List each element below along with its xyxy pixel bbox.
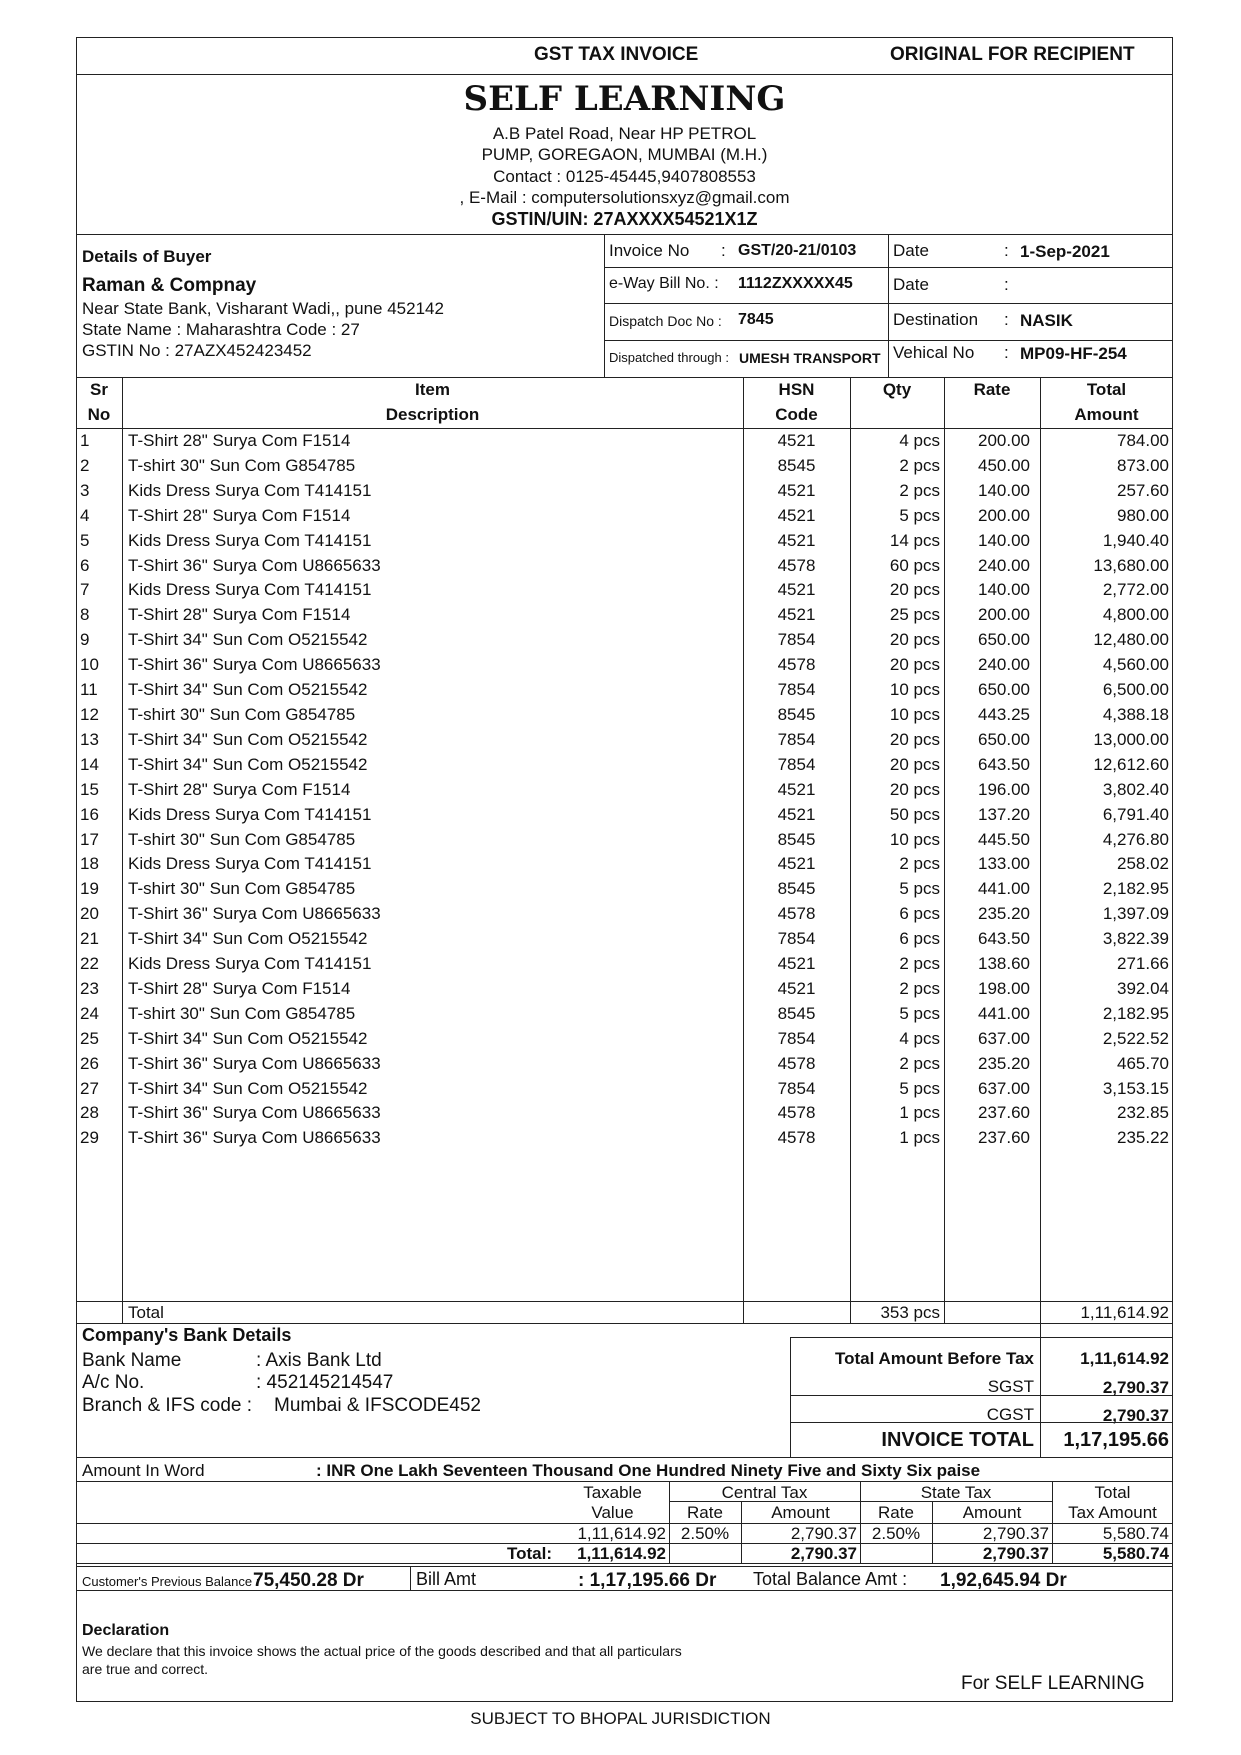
item-rate: 235.20 <box>978 904 1030 924</box>
item-description: T-Shirt 34" Sun Com O5215542 <box>128 1028 368 1048</box>
item-description: T-Shirt 36" Surya Com U8665633 <box>128 1053 381 1073</box>
table-row <box>76 852 1173 877</box>
vehicle-no: MP09-HF-254 <box>1020 344 1127 363</box>
table-row <box>76 778 1173 803</box>
tax-s-rate-header: Rate <box>878 1503 914 1522</box>
item-hsn: 7854 <box>777 729 816 749</box>
item-rate: 637.00 <box>978 1078 1030 1098</box>
item-hsn: 4521 <box>777 779 816 799</box>
tax-central-header: Central Tax <box>721 1483 808 1502</box>
company-gstin: GSTIN/UIN: 27AXXXX54521X1Z <box>491 209 758 229</box>
item-amount: 271.66 <box>1117 954 1169 974</box>
item-hsn: 4521 <box>777 854 816 874</box>
table-row <box>76 803 1173 828</box>
item-qty: 20 pcs <box>889 754 940 774</box>
tax-row-s-rate: 2.50% <box>871 1524 921 1543</box>
item-qty: 4 pcs <box>899 1028 940 1048</box>
item-amount: 4,800.00 <box>1102 605 1169 625</box>
item-hsn: 8545 <box>777 879 816 899</box>
amount-words-label: Amount In Word <box>82 1461 205 1480</box>
item-qty: 1 pcs <box>899 1128 940 1148</box>
date2-label: Date <box>893 275 929 294</box>
item-hsn: 8545 <box>777 704 816 724</box>
table-row <box>76 529 1173 554</box>
item-qty: 4 pcs <box>899 431 940 450</box>
item-description: T-Shirt 28" Surya Com F1514 <box>128 431 351 450</box>
item-sr: 19 <box>80 879 99 899</box>
tax-taxable-header: Taxable <box>583 1483 642 1502</box>
item-sr: 9 <box>80 630 90 650</box>
item-hsn: 7854 <box>777 1028 816 1048</box>
item-description: Kids Dress Surya Com T414151 <box>128 854 372 874</box>
item-amount: 465.70 <box>1117 1053 1169 1073</box>
item-qty: 60 pcs <box>889 555 940 575</box>
item-amount: 392.04 <box>1117 978 1169 998</box>
item-amount: 12,480.00 <box>1093 630 1169 650</box>
item-qty: 2 pcs <box>899 455 940 475</box>
dispatch-doc-label: Dispatch Doc No : <box>609 313 722 329</box>
table-row <box>76 927 1173 952</box>
item-qty: 20 pcs <box>889 779 940 799</box>
item-rate: 650.00 <box>978 729 1030 749</box>
item-qty: 2 pcs <box>899 480 940 500</box>
invoice-page: GST TAX INVOICE ORIGINAL FOR RECIPIENT SELF LEARNING A.B Patel Road, Near HP PETROL PUMP, GOREGAON, MUMBAI (M.H.) Contact : 0125-45445,9407808553 , E-Mail : computersolutionsxyz@gmail.com GSTIN/UIN: 27AXXXX54521X1Z Details of Buyer Raman & Compnay Near State Bank, Visharant Wadi,, pune 452142 State Name : Maharashtra Code : 27 GSTIN No : 27AZX452423452 Invoice No : GST/20-21/0103 Date : 1-Sep-2021 e-Way Bill No. : 1112ZXXXXX45 Date : Dispatch Doc No : 7845 Destination : NASIK Dispatched through : UMESH TRANSPORT Vehical No : MP09-HF-254 Sr No Item Description HSN Code Qty Rate Total Amount 1 T-Shirt 28" Surya Com F1514 4521 4 pcs 200.00 784.00 2 T-shirt 30" Sun Com G854785 8545 2 pcs 450.00 873.00 3 Kids Dress Surya Com T414151 4521 2 pcs 140.00 257.60 4 T-Shirt 28" Surya Com F1514 4521 5 pcs 200.00 980.00 5 Kids Dress Surya Com T414151 4521 14 pcs 140.00 1,940.40 6 T-Shirt 36" Surya Com U8665633 4578 60 pcs 240.00 13,680.00 7 Kids Dress Surya Com T414151 4521 20 pcs 140.00 2,772.00 8 T-Shirt 28" Surya Com F1514 4521 25 pcs 200.00 4,800.00 9 T-Shirt 34" Sun Com O5215542 7854 20 pcs 650.00 12,480.00 10 T-Shirt 36" Surya Com U8665633 4578 20 pcs 240.00 4,560.00 11 T-Shirt 34" Sun Com O5215542 7854 10 pcs 650.00 6,500.00 12 T-shirt 30" Sun Com G854785 8545 10 pcs 443.25 4,388.18 13 T-Shirt 34" Sun Com O5215542 7854 20 pcs 650.00 13,000.00 14 T-Shirt 34" Sun Com O5215542 7854 20 pcs 643.50 12,612.60 15 T-Shirt 28" Surya Com F1514 4521 20 pcs 196.00 3,802.40 16 Kids Dress Surya Com T414151 4521 50 pcs 137.20 6,791.40 17 T-shirt 30" Sun Com G854785 8545 10 pcs 445.50 4,276.80 18 Kids Dress Surya Com T414151 4521 2 pcs 133.00 258.02 19 T-shirt 30" Sun Com G854785 8545 5 pcs 441.00 2,182.95 20 T-Shirt 36" Surya Com U8665633 4578 6 pcs 235.20 1,397.09 21 T-Shirt 34" Sun Com O5215542 7854 6 pcs 643.50 3,822.39 22 Kids Dress Surya Com T414151 4521 2 pcs 138.60 271.66 23 T-Shirt 28" Surya Com F1514 4521 2 pcs 198.00 392.04 24 T-shirt 30" Sun Com G854785 8545 5 pcs 441.00 2,182.95 25 T-Shirt 34" Sun Com O5215542 7854 4 pcs 637.00 2,522.52 26 T-Shirt 36" Surya Com U8665633 4578 2 pcs 235.20 465.70 27 T-Shirt 34" Sun Com O5215542 7854 5 pcs 637.00 3,153.15 28 T-Shirt 36" Surya Com U8665633 4578 1 pcs 237.60 232.85 29 T-Shirt 36" Surya Com U8665633 4578 1 pcs 237.60 235.22 Total 353 pcs 1,11,614.92 Company's Bank Details Bank Name : Axis Bank Ltd A/c No. : 452145214547 Branch & IFS code : Mumbai & IFSCODE452 Total Amount Before Tax 1,11,614.92 SGST 2,790.37 CGST 2,790.37 INVOICE TOTAL 1,17,195.66 Amount In Word : INR One Lakh Seventeen Thousand One Hundred Ninety Five and Sixty Six paise Taxable Value Central Tax State Tax Total Tax Amount Rate Amount Rate Amount 1,11,614.92 2.50% 2,790.37 2.50% 2,790.37 5,580.74 Total: 1,11,614.92 2,790.37 2,790.37 5,580.74 Customer's Previous Balance : 75,450.28 Dr Bill Amt : 1,17,195.66 Dr Total Balance Amt : 1,92,645.94 Dr Declaration We declare that this invoice shows the actual price of the goods described and that all particulars are true and correct. For SELF LEARNING <box>76 37 1173 1702</box>
item-description: T-Shirt 34" Sun Com O5215542 <box>128 1078 368 1098</box>
item-qty: 5 pcs <box>899 1078 940 1098</box>
item-description: Kids Dress Surya Com T414151 <box>128 804 372 824</box>
item-qty: 2 pcs <box>899 954 940 974</box>
table-row <box>76 952 1173 977</box>
item-sr: 5 <box>80 530 90 550</box>
item-amount: 873.00 <box>1117 455 1169 475</box>
items-total-label: Total <box>128 1303 164 1322</box>
item-description: T-Shirt 36" Surya Com U8665633 <box>128 1103 381 1123</box>
item-sr: 13 <box>80 729 99 749</box>
sgst-value: 2,790.37 <box>1102 1378 1169 1397</box>
item-description: T-Shirt 36" Surya Com U8665633 <box>128 655 381 675</box>
item-hsn: 4521 <box>777 605 816 625</box>
item-rate: 200.00 <box>978 505 1030 525</box>
bank-ac: : 452145214547 <box>256 1372 394 1393</box>
tax-row-c-amount: 2,790.37 <box>790 1524 857 1543</box>
invoice-total-value: 1,17,195.66 <box>1063 1429 1169 1451</box>
item-description: T-shirt 30" Sun Com G854785 <box>128 455 356 475</box>
prev-balance: 75,450.28 Dr <box>253 1570 364 1591</box>
item-amount: 235.22 <box>1117 1128 1169 1148</box>
date-label: Date <box>893 241 929 260</box>
item-description: Kids Dress Surya Com T414151 <box>128 480 372 500</box>
item-amount: 784.00 <box>1117 431 1169 450</box>
destination-label: Destination <box>893 310 979 329</box>
item-description: T-Shirt 34" Sun Com O5215542 <box>128 680 368 700</box>
bank-branch-label: Branch & IFS code : <box>82 1395 253 1416</box>
item-hsn: 4521 <box>777 480 816 500</box>
item-rate: 650.00 <box>978 680 1030 700</box>
table-row <box>76 977 1173 1002</box>
table-row <box>76 753 1173 778</box>
tax-row-s-amount: 2,790.37 <box>982 1524 1049 1543</box>
item-description: Kids Dress Surya Com T414151 <box>128 954 372 974</box>
item-sr: 20 <box>80 904 99 924</box>
item-qty: 14 pcs <box>889 530 940 550</box>
item-rate: 450.00 <box>978 455 1030 475</box>
table-row <box>76 728 1173 753</box>
item-description: T-shirt 30" Sun Com G854785 <box>128 829 356 849</box>
item-amount: 3,802.40 <box>1102 779 1169 799</box>
item-rate: 650.00 <box>978 630 1030 650</box>
item-sr: 2 <box>80 455 90 475</box>
item-amount: 6,791.40 <box>1102 804 1169 824</box>
amount-words: : INR One Lakh Seventeen Thousand One Hundred Ninety Five and Sixty Six paise <box>316 1461 981 1480</box>
item-sr: 1 <box>80 431 90 450</box>
vehicle-label: Vehical No <box>893 343 975 362</box>
total-balance-label: Total Balance Amt : <box>753 1569 908 1589</box>
item-amount: 2,522.52 <box>1102 1028 1169 1048</box>
table-row <box>76 1027 1173 1052</box>
item-description: Kids Dress Surya Com T414151 <box>128 530 372 550</box>
cgst-label: CGST <box>986 1405 1034 1424</box>
copy-label: ORIGINAL FOR RECIPIENT <box>890 44 1135 65</box>
item-qty: 2 pcs <box>899 1053 940 1073</box>
item-amount: 12,612.60 <box>1093 754 1169 774</box>
item-sr: 15 <box>80 779 99 799</box>
item-sr: 7 <box>80 580 90 600</box>
item-amount: 1,397.09 <box>1102 904 1169 924</box>
item-hsn: 7854 <box>777 754 816 774</box>
table-row <box>76 1002 1173 1027</box>
item-qty: 20 pcs <box>889 630 940 650</box>
item-qty: 6 pcs <box>899 929 940 949</box>
item-sr: 18 <box>80 854 99 874</box>
item-rate: 237.60 <box>978 1128 1030 1148</box>
item-sr: 17 <box>80 829 99 849</box>
item-qty: 10 pcs <box>889 704 940 724</box>
item-rate: 445.50 <box>978 829 1030 849</box>
company-address-1: A.B Patel Road, Near HP PETROL <box>492 124 757 143</box>
declaration-heading: Declaration <box>82 1622 170 1639</box>
item-qty: 2 pcs <box>899 854 940 874</box>
item-rate: 443.25 <box>978 704 1030 724</box>
tax-total-s-amount: 2,790.37 <box>982 1544 1049 1563</box>
item-amount: 13,680.00 <box>1093 555 1169 575</box>
item-description: T-Shirt 36" Surya Com U8665633 <box>128 1128 381 1148</box>
item-qty: 5 pcs <box>899 879 940 899</box>
item-rate: 441.00 <box>978 879 1030 899</box>
col-total: Total <box>1086 380 1127 399</box>
eway-no: 1112ZXXXXX45 <box>738 275 853 292</box>
dispatched-through-label: Dispatched through : <box>609 350 729 365</box>
item-amount: 232.85 <box>1117 1103 1169 1123</box>
item-hsn: 7854 <box>777 929 816 949</box>
bill-amt: : 1,17,195.66 Dr <box>578 1570 717 1591</box>
item-hsn: 4578 <box>777 1128 816 1148</box>
company-address-2: PUMP, GOREGAON, MUMBAI (M.H.) <box>481 145 768 164</box>
item-amount: 4,560.00 <box>1102 655 1169 675</box>
item-sr: 6 <box>80 555 90 575</box>
item-sr: 24 <box>80 1003 99 1023</box>
jurisdiction-footer: SUBJECT TO BHOPAL JURISDICTION <box>470 1709 771 1728</box>
item-hsn: 7854 <box>777 680 816 700</box>
item-sr: 10 <box>80 655 99 675</box>
company-name: SELF LEARNING <box>463 79 786 119</box>
item-rate: 637.00 <box>978 1028 1030 1048</box>
bank-heading: Company's Bank Details <box>82 1325 292 1345</box>
item-sr: 14 <box>80 754 99 774</box>
cgst-value: 2,790.37 <box>1102 1406 1169 1425</box>
item-rate: 235.20 <box>978 1053 1030 1073</box>
item-hsn: 7854 <box>777 1078 816 1098</box>
item-rate: 643.50 <box>978 929 1030 949</box>
item-qty: 25 pcs <box>889 605 940 625</box>
item-sr: 21 <box>80 929 99 949</box>
invoice-no-label: Invoice No <box>609 241 690 260</box>
item-sr: 26 <box>80 1053 99 1073</box>
item-hsn: 4521 <box>777 954 816 974</box>
before-tax-label: Total Amount Before Tax <box>835 1349 1034 1368</box>
tax-total-label: Total: <box>506 1544 552 1563</box>
tax-total-c-amount: 2,790.37 <box>790 1544 857 1563</box>
item-sr: 25 <box>80 1028 99 1048</box>
item-rate: 140.00 <box>978 530 1030 550</box>
item-description: T-Shirt 34" Sun Com O5215542 <box>128 754 368 774</box>
items-total-qty: 353 pcs <box>880 1303 940 1322</box>
item-amount: 2,182.95 <box>1102 1003 1169 1023</box>
table-row <box>76 603 1173 628</box>
table-row <box>76 703 1173 728</box>
table-row <box>76 678 1173 703</box>
bank-branch: Mumbai & IFSCODE452 <box>274 1395 481 1416</box>
item-hsn: 7854 <box>777 630 816 650</box>
bill-amt-label: Bill Amt <box>416 1569 477 1589</box>
declaration-line-1: We declare that this invoice shows the actual price of the goods described and that all particulars <box>82 1643 682 1659</box>
table-row <box>76 902 1173 927</box>
table-row <box>76 454 1173 479</box>
bank-name: : Axis Bank Ltd <box>256 1350 382 1371</box>
item-sr: 12 <box>80 704 99 724</box>
item-amount: 13,000.00 <box>1093 729 1169 749</box>
item-description: T-Shirt 28" Surya Com F1514 <box>128 779 351 799</box>
item-hsn: 4521 <box>777 431 816 450</box>
tax-row-total: 5,580.74 <box>1102 1524 1169 1543</box>
dispatched-through: UMESH TRANSPORT <box>739 350 881 366</box>
destination: NASIK <box>1020 311 1073 330</box>
item-qty: 20 pcs <box>889 655 940 675</box>
item-hsn: 4578 <box>777 655 816 675</box>
item-hsn: 8545 <box>777 455 816 475</box>
item-hsn: 4521 <box>777 505 816 525</box>
item-description: T-shirt 30" Sun Com G854785 <box>128 704 356 724</box>
table-row <box>76 828 1173 853</box>
tax-total-total: 5,580.74 <box>1102 1544 1169 1563</box>
table-row <box>76 504 1173 529</box>
items-total-amount: 1,11,614.92 <box>1080 1303 1169 1322</box>
bank-name-label: Bank Name <box>82 1350 182 1371</box>
item-rate: 138.60 <box>978 954 1030 974</box>
tax-total-header: Total <box>1094 1483 1131 1502</box>
item-description: T-Shirt 28" Surya Com F1514 <box>128 978 351 998</box>
item-sr: 16 <box>80 804 99 824</box>
item-description: T-Shirt 36" Surya Com U8665633 <box>128 904 381 924</box>
table-row <box>76 1101 1173 1126</box>
item-description: T-Shirt 34" Sun Com O5215542 <box>128 929 368 949</box>
col-item: Item <box>415 380 450 399</box>
item-rate: 137.20 <box>978 804 1030 824</box>
tax-s-amount-header: Amount <box>962 1503 1022 1522</box>
table-row <box>76 429 1173 454</box>
invoice-date: 1-Sep-2021 <box>1020 242 1110 261</box>
item-amount: 2,182.95 <box>1102 879 1169 899</box>
item-amount: 3,822.39 <box>1102 929 1169 949</box>
col-rate: Rate <box>973 380 1011 399</box>
item-rate: 240.00 <box>978 555 1030 575</box>
item-sr: 23 <box>80 978 99 998</box>
item-hsn: 4578 <box>777 1103 816 1123</box>
item-sr: 28 <box>80 1103 99 1123</box>
buyer-name: Raman & Compnay <box>82 275 257 296</box>
tax-row-taxable: 1,11,614.92 <box>577 1524 666 1543</box>
item-amount: 257.60 <box>1117 480 1169 500</box>
col-sr: Sr <box>90 380 108 399</box>
invoice-total-label: INVOICE TOTAL <box>881 1429 1034 1451</box>
items-table <box>76 429 1173 1151</box>
item-amount: 4,388.18 <box>1102 704 1169 724</box>
item-sr: 4 <box>80 505 90 525</box>
item-rate: 140.00 <box>978 480 1030 500</box>
tax-c-rate-header: Rate <box>687 1503 723 1522</box>
item-hsn: 4521 <box>777 978 816 998</box>
item-description: T-Shirt 28" Surya Com F1514 <box>128 505 351 525</box>
item-amount: 1,940.40 <box>1102 530 1169 550</box>
item-amount: 980.00 <box>1117 505 1169 525</box>
item-qty: 10 pcs <box>889 680 940 700</box>
item-qty: 10 pcs <box>889 829 940 849</box>
tax-state-header: State Tax <box>920 1483 992 1502</box>
item-hsn: 4521 <box>777 804 816 824</box>
item-description: T-Shirt 34" Sun Com O5215542 <box>128 630 368 650</box>
buyer-state: State Name : Maharashtra Code : 27 <box>82 320 360 339</box>
item-sr: 11 <box>80 680 98 700</box>
item-rate: 140.00 <box>978 580 1030 600</box>
item-qty: 5 pcs <box>899 505 940 525</box>
col-hsn: HSN <box>778 380 815 399</box>
buyer-gstin: GSTIN No : 27AZX452423452 <box>82 341 312 360</box>
item-hsn: 8545 <box>777 1003 816 1023</box>
item-sr: 27 <box>80 1078 99 1098</box>
dispatch-doc-no: 7845 <box>738 311 774 328</box>
total-balance: 1,92,645.94 Dr <box>940 1570 1067 1591</box>
doc-type: GST TAX INVOICE <box>534 44 699 65</box>
item-rate: 441.00 <box>978 1003 1030 1023</box>
before-tax-value: 1,11,614.92 <box>1080 1349 1169 1368</box>
item-description: T-shirt 30" Sun Com G854785 <box>128 1003 356 1023</box>
table-row <box>76 877 1173 902</box>
item-description: T-Shirt 28" Surya Com F1514 <box>128 605 351 625</box>
item-hsn: 4521 <box>777 530 816 550</box>
item-qty: 6 pcs <box>899 904 940 924</box>
item-description: T-Shirt 34" Sun Com O5215542 <box>128 729 368 749</box>
bank-ac-label: A/c No. <box>82 1372 145 1393</box>
table-row <box>76 1126 1173 1151</box>
item-qty: 2 pcs <box>899 978 940 998</box>
item-hsn: 4578 <box>777 904 816 924</box>
col-qty: Qty <box>882 380 912 399</box>
item-qty: 50 pcs <box>889 804 940 824</box>
table-row <box>76 628 1173 653</box>
item-rate: 200.00 <box>978 431 1030 450</box>
item-amount: 4,276.80 <box>1102 829 1169 849</box>
item-rate: 240.00 <box>978 655 1030 675</box>
item-rate: 643.50 <box>978 754 1030 774</box>
item-hsn: 4578 <box>777 1053 816 1073</box>
prev-balance-label: Customer's Previous Balance : <box>82 1574 260 1589</box>
signature-label: For SELF LEARNING <box>961 1673 1145 1694</box>
item-amount: 258.02 <box>1117 854 1169 874</box>
item-sr: 8 <box>80 605 90 625</box>
table-row <box>76 1077 1173 1102</box>
item-hsn: 4578 <box>777 555 816 575</box>
item-rate: 237.60 <box>978 1103 1030 1123</box>
table-row <box>76 554 1173 579</box>
sgst-label: SGST <box>987 1377 1034 1396</box>
item-description: Kids Dress Surya Com T414151 <box>128 580 372 600</box>
table-row <box>76 1052 1173 1077</box>
table-row <box>76 578 1173 603</box>
item-amount: 3,153.15 <box>1102 1078 1169 1098</box>
item-sr: 3 <box>80 480 90 500</box>
item-rate: 200.00 <box>978 605 1030 625</box>
declaration-line-2: are true and correct. <box>82 1661 209 1677</box>
item-qty: 20 pcs <box>889 729 940 749</box>
item-hsn: 8545 <box>777 829 816 849</box>
table-row <box>76 653 1173 678</box>
item-hsn: 4521 <box>777 580 816 600</box>
item-qty: 5 pcs <box>899 1003 940 1023</box>
item-amount: 6,500.00 <box>1102 680 1169 700</box>
buyer-heading: Details of Buyer <box>82 247 212 266</box>
item-description: T-shirt 30" Sun Com G854785 <box>128 879 356 899</box>
buyer-address: Near State Bank, Visharant Wadi,, pune 452142 <box>82 299 444 318</box>
eway-label: e-Way Bill No. : <box>609 275 719 292</box>
item-rate: 198.00 <box>978 978 1030 998</box>
tax-row-c-rate: 2.50% <box>680 1524 730 1543</box>
item-rate: 196.00 <box>978 779 1030 799</box>
item-description: T-Shirt 36" Surya Com U8665633 <box>128 555 381 575</box>
item-qty: 20 pcs <box>889 580 940 600</box>
item-amount: 2,772.00 <box>1102 580 1169 600</box>
tax-total-taxable: 1,11,614.92 <box>577 1544 666 1563</box>
item-qty: 1 pcs <box>899 1103 940 1123</box>
item-sr: 22 <box>80 954 99 974</box>
item-rate: 133.00 <box>978 854 1030 874</box>
invoice-no: GST/20-21/0103 <box>738 242 857 259</box>
tax-c-amount-header: Amount <box>771 1503 830 1522</box>
company-contact: Contact : 0125-45445,9407808553 <box>493 167 756 186</box>
table-row <box>76 479 1173 504</box>
company-email: , E-Mail : computersolutionsxyz@gmail.com <box>459 188 790 207</box>
item-sr: 29 <box>80 1128 99 1148</box>
